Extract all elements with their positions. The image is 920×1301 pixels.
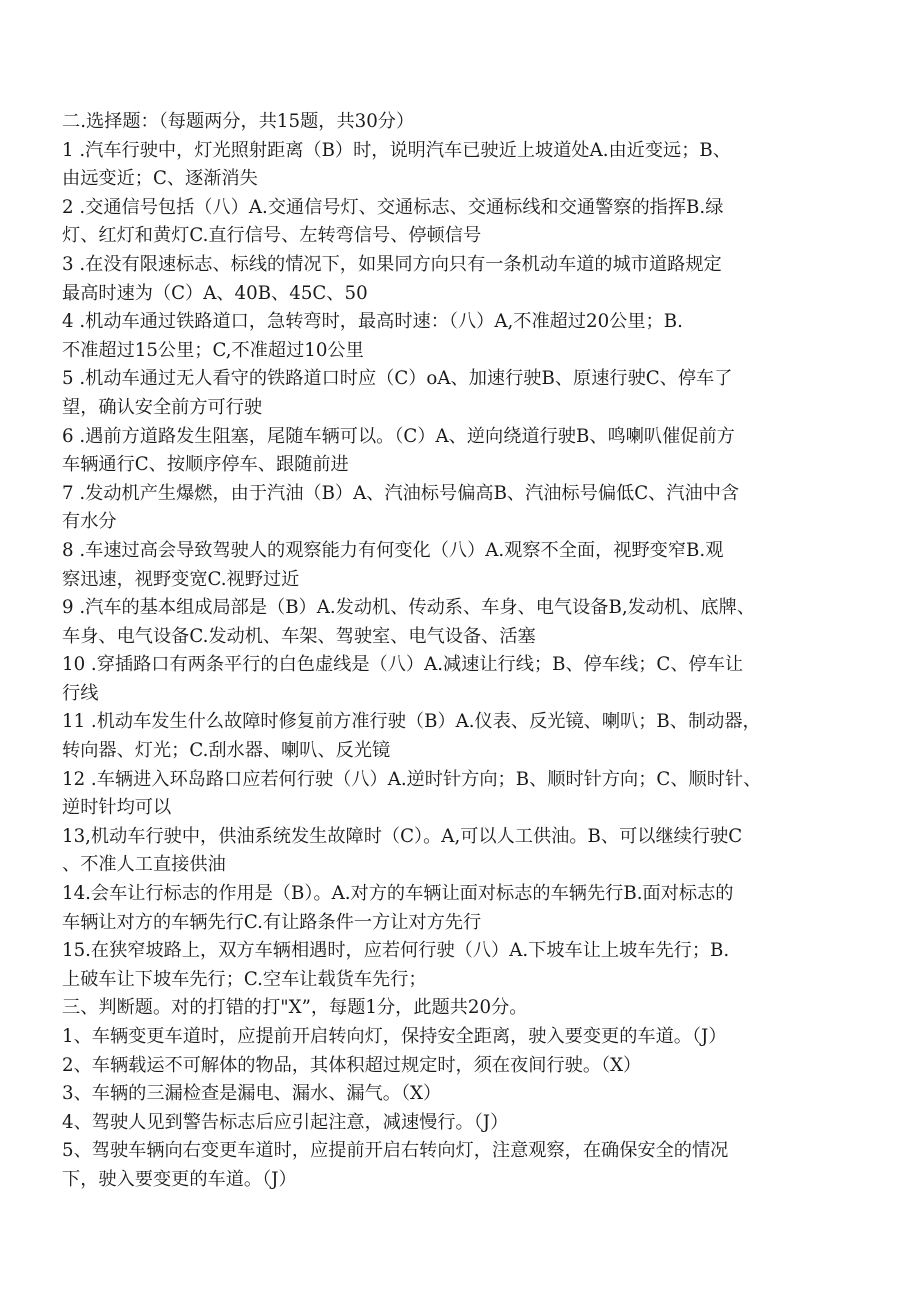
text-line: 5、驾驶车辆向右变更车道时，应提前开启右转向灯，注意观察，在确保安全的情况 xyxy=(62,1140,729,1162)
text-line: 灯、红灯和黄灯C.直行信号、左转弯信号、停顿信号 xyxy=(62,225,482,247)
text-line: 下，驶入要变更的车道。（J） xyxy=(62,1168,297,1190)
text-line: 7 .发动机产生爆燃，由于汽油（B）A、汽油标号偏高B、汽油标号偏低C、汽油中含 xyxy=(62,482,740,504)
text-line: 6 .遇前方道路发生阻塞，尾随车辆可以。（C）A、逆向绕道行驶B、鸣喇叭催促前方 xyxy=(62,425,735,447)
text-line: 察迅速，视野变宽C.视野过近 xyxy=(62,568,300,590)
text-line: 上破车让下坡车先行；C.空车让载货车先行； xyxy=(62,968,427,990)
text-line: 、不准人工直接供油 xyxy=(62,854,226,876)
text-line: 车辆让对方的车辆先行C.有让路条件一方让对方先行 xyxy=(62,911,482,933)
text-line: 转向器、灯光；C.刮水器、喇叭、反光镜 xyxy=(62,740,391,762)
text-line: 车辆通行C、按顺序停车、跟随前进 xyxy=(62,454,349,476)
text-line: 2、车辆载运不可解体的物品，其体积超过规定时，须在夜间行驶。（X） xyxy=(62,1054,642,1076)
text-line: 车身、电气设备C.发动机、车架、驾驶室、电气设备、活塞 xyxy=(62,625,536,647)
text-line: 14.会车让行标志的作用是（B）。A.对方的车辆让面对标志的车辆先行B.面对标志的 xyxy=(62,883,734,905)
text-line: 8 .车速过高会导致驾驶人的观察能力有何变化（八）A.观察不全面，视野变窄B.观 xyxy=(62,539,724,561)
text-line: 有水分 xyxy=(62,511,117,533)
text-line: 行线 xyxy=(62,682,99,704)
section-heading-judgment: 三、判断题。对的打错的打"X”，每题1分，此题共20分。 xyxy=(62,997,528,1019)
text-line: 最高时速为（C）A、40B、45C、50 xyxy=(62,282,368,304)
text-line: 11 .机动车发生什么故障时修复前方准行驶（B）A.仪表、反光镜、喇叭；B、制动器， xyxy=(62,711,761,733)
text-line: 由远变近；C、逐渐消失 xyxy=(62,168,258,190)
text-line: 3 .在没有限速标志、标线的情况下，如果同方向只有一条机动车道的城市道路规定 xyxy=(62,253,722,275)
text-line: 不准超过15公里；C,不准超过10公里 xyxy=(62,339,364,361)
text-line: 逆时针均可以 xyxy=(62,797,172,819)
text-line: 9 .汽车的基本组成局部是（B）A.发动机、传动系、车身、电气设备B,发动机、底牌、 xyxy=(62,597,755,619)
text-line: 望，确认安全前方可行驶 xyxy=(62,396,263,418)
text-line: 2 .交通信号包括（八）A.交通信号灯、交通标志、交通标线和交通警察的指挥B.绿 xyxy=(62,196,724,218)
text-line: 1 .汽车行驶中，灯光照射距离（B）时，说明汽车已驶近上坡道处A.由近变远；B、 xyxy=(62,139,731,161)
text-line: 12 .车辆进入环岛路口应若何行驶（八）A.逆时针方向；B、顺时针方向；C、顺时针、 xyxy=(62,768,762,790)
document-page xyxy=(62,108,862,1195)
text-line: 4、驾驶人见到警告标志后应引起注意，减速慢行。（J） xyxy=(62,1111,509,1133)
text-line: 15.在狭窄坡路上，双方车辆相遇时，应若何行驶（八）A.下坡车让上坡车先行；B. xyxy=(62,940,730,962)
text-line: 1、车辆变更车道时，应提前开启转向灯，保持安全距离，驶入要变更的车道。（J） xyxy=(62,1026,727,1047)
section-heading-choice: 二.选择题：（每题两分，共15题，共30分） xyxy=(62,111,415,132)
text-line: 3、车辆的三漏检查是漏电、漏水、漏气。（X） xyxy=(62,1083,442,1105)
text-line: 10 .穿插路口有两条平行的白色虚线是（八）A.减速让行线；B、停车线；C、停车让 xyxy=(62,654,744,676)
text-line: 5 .机动车通过无人看守的铁路道口时应（C）oA、加速行驶B、原速行驶C、停车了 xyxy=(62,368,733,390)
text-line: 13,机动车行驶中，供油系统发生故障时（C）。A,可以人工供油。B、可以继续行驶C xyxy=(62,825,743,847)
text-line: 4 .机动车通过铁路道口，急转弯时，最高时速：（八）A,不准超过20公里；B. xyxy=(62,311,683,333)
